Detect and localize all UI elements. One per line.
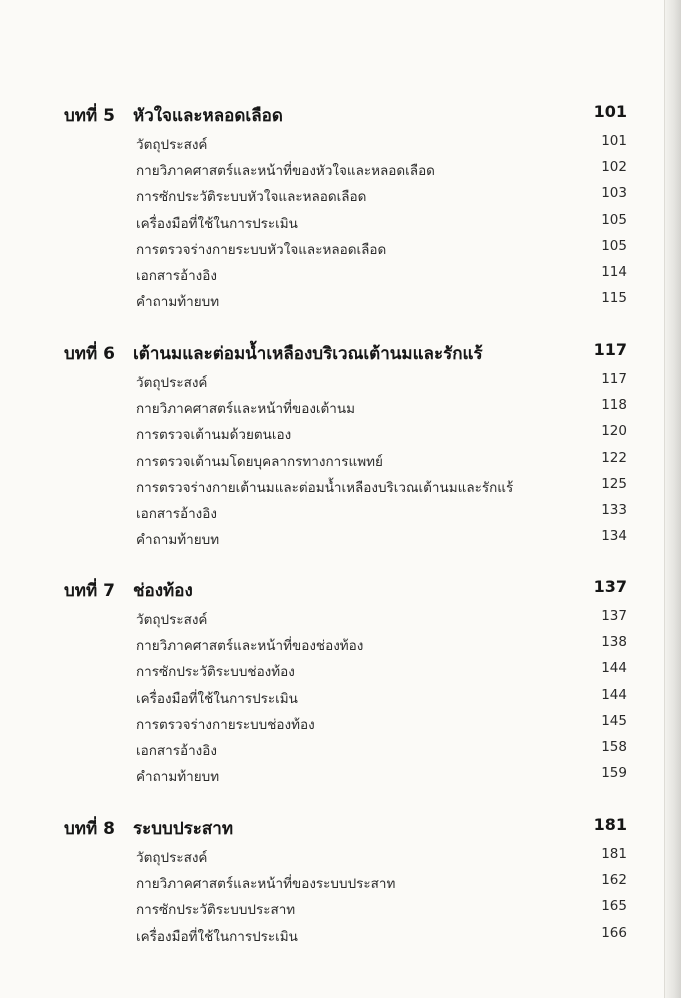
entry-title: การซักประวัติระบบหัวใจและหลอดเลือด xyxy=(136,189,367,206)
entry-page-number: 117 xyxy=(601,371,627,387)
chapter-entry-list xyxy=(0,843,681,948)
entry-title: กายวิภาคศาสตร์และหน้าที่ของเต้านม xyxy=(136,401,356,418)
entry-page-number: 103 xyxy=(601,185,627,202)
chapter-5 xyxy=(0,100,681,313)
chapter-heading[interactable] xyxy=(0,575,681,605)
entry-page-number: 181 xyxy=(601,846,627,862)
entry-title: เอกสารอ้างอิง xyxy=(136,505,217,522)
entry-title: การตรวจเต้านมโดยบุคลากรทางการแพทย์ xyxy=(136,453,383,470)
entry-title: การซักประวัติระบบประสาท xyxy=(136,902,296,919)
toc-entry[interactable] xyxy=(0,130,681,156)
entry-title: วัตถุประสงค์ xyxy=(136,375,208,391)
entry-title: วัตถุประสงค์ xyxy=(136,612,208,628)
toc-entry[interactable] xyxy=(0,420,681,446)
chapter-page-number: 101 xyxy=(593,102,627,121)
chapter-label: บทที่ 7 xyxy=(64,581,115,601)
entry-page-number: 144 xyxy=(601,660,627,677)
chapter-page-number: 181 xyxy=(593,815,627,834)
chapter-7 xyxy=(0,575,681,788)
toc-entry[interactable] xyxy=(0,368,681,394)
entry-page-number: 105 xyxy=(601,237,627,254)
toc-entry[interactable] xyxy=(0,684,681,710)
entry-title: การตรวจร่างกายระบบหัวใจและหลอดเลือด xyxy=(136,241,387,258)
entry-page-number: 166 xyxy=(601,924,627,941)
entry-title: การตรวจร่างกายระบบช่องท้อง xyxy=(136,716,315,733)
entry-title: วัตถุประสงค์ xyxy=(136,850,208,866)
entry-title: กายวิภาคศาสตร์และหน้าที่ของระบบประสาท xyxy=(136,876,396,893)
chapter-title: ช่องท้อง xyxy=(133,581,193,601)
entry-page-number: 120 xyxy=(601,423,627,440)
toc-entry[interactable] xyxy=(0,209,681,235)
chapter-entry-list xyxy=(0,605,681,788)
toc-entry[interactable] xyxy=(0,895,681,921)
chapter-title: ระบบประสาท xyxy=(133,819,234,839)
toc-entry[interactable] xyxy=(0,631,681,657)
toc-entry[interactable] xyxy=(0,287,681,313)
entry-page-number: 122 xyxy=(601,449,627,466)
entry-page-number: 137 xyxy=(601,608,627,624)
entry-title: คำถามท้ายบท xyxy=(136,294,220,311)
toc-entry[interactable] xyxy=(0,869,681,895)
toc-entry[interactable] xyxy=(0,762,681,788)
chapter-title: เต้านมและต่อมน้ำเหลืองบริเวณเต้านมและรักแร้ xyxy=(133,344,483,364)
entry-title: เครื่องมือที่ใช้ในการประเมิน xyxy=(136,928,298,945)
chapter-entry-list xyxy=(0,368,681,551)
toc-entry[interactable] xyxy=(0,736,681,762)
entry-title: กายวิภาคศาสตร์และหน้าที่ของหัวใจและหลอดเลือด xyxy=(136,163,435,180)
chapter-label: บทที่ 8 xyxy=(64,819,115,839)
toc-entry[interactable] xyxy=(0,710,681,736)
chapter-page-number: 137 xyxy=(593,577,627,596)
chapter-8 xyxy=(0,813,681,948)
chapter-label: บทที่ 5 xyxy=(64,106,115,126)
toc-entry[interactable] xyxy=(0,843,681,869)
entry-page-number: 162 xyxy=(601,872,627,889)
toc-entry[interactable] xyxy=(0,525,681,551)
toc-entry[interactable] xyxy=(0,922,681,948)
chapter-entry-list xyxy=(0,130,681,313)
entry-page-number: 144 xyxy=(601,686,627,703)
entry-page-number: 102 xyxy=(601,159,627,176)
toc-entry[interactable] xyxy=(0,156,681,182)
entry-page-number: 159 xyxy=(601,765,627,782)
entry-page-number: 138 xyxy=(601,634,627,651)
chapter-title: หัวใจและหลอดเลือด xyxy=(133,106,283,126)
chapter-label: บทที่ 6 xyxy=(64,344,115,364)
entry-page-number: 114 xyxy=(601,263,627,280)
entry-page-number: 145 xyxy=(601,712,627,729)
entry-page-number: 105 xyxy=(601,211,627,228)
entry-title: เอกสารอ้างอิง xyxy=(136,742,217,759)
entry-title: เครื่องมือที่ใช้ในการประเมิน xyxy=(136,215,298,232)
entry-title: การตรวจร่างกายเต้านมและต่อมน้ำเหลืองบริเวณเต้านมและรักแร้ xyxy=(136,479,514,496)
chapter-heading[interactable] xyxy=(0,813,681,843)
toc-entry[interactable] xyxy=(0,182,681,208)
entry-title: การซักประวัติระบบช่องท้อง xyxy=(136,664,295,681)
entry-page-number: 101 xyxy=(601,133,627,149)
entry-page-number: 118 xyxy=(601,397,627,414)
entry-title: เครื่องมือที่ใช้ในการประเมิน xyxy=(136,690,298,707)
toc-entry[interactable] xyxy=(0,605,681,631)
entry-page-number: 165 xyxy=(601,898,627,915)
toc-entry[interactable] xyxy=(0,235,681,261)
toc-entry[interactable] xyxy=(0,394,681,420)
entry-title: คำถามท้ายบท xyxy=(136,532,220,549)
toc-entry[interactable] xyxy=(0,447,681,473)
entry-title: การตรวจเต้านมด้วยตนเอง xyxy=(136,427,292,444)
chapter-heading[interactable] xyxy=(0,338,681,368)
entry-title: กายวิภาคศาสตร์และหน้าที่ของช่องท้อง xyxy=(136,638,364,655)
entry-title: คำถามท้ายบท xyxy=(136,769,220,786)
entry-page-number: 115 xyxy=(601,290,627,307)
entry-page-number: 134 xyxy=(601,528,627,545)
entry-page-number: 133 xyxy=(601,501,627,518)
chapter-page-number: 117 xyxy=(593,340,627,359)
chapter-heading[interactable] xyxy=(0,100,681,130)
toc-entry[interactable] xyxy=(0,657,681,683)
entry-page-number: 125 xyxy=(601,475,627,492)
chapter-6 xyxy=(0,338,681,551)
entry-page-number: 158 xyxy=(601,738,627,755)
entry-title: เอกสารอ้างอิง xyxy=(136,267,217,284)
toc-entry[interactable] xyxy=(0,473,681,499)
toc-entry[interactable] xyxy=(0,261,681,287)
toc-entry[interactable] xyxy=(0,499,681,525)
entry-title: วัตถุประสงค์ xyxy=(136,137,208,153)
